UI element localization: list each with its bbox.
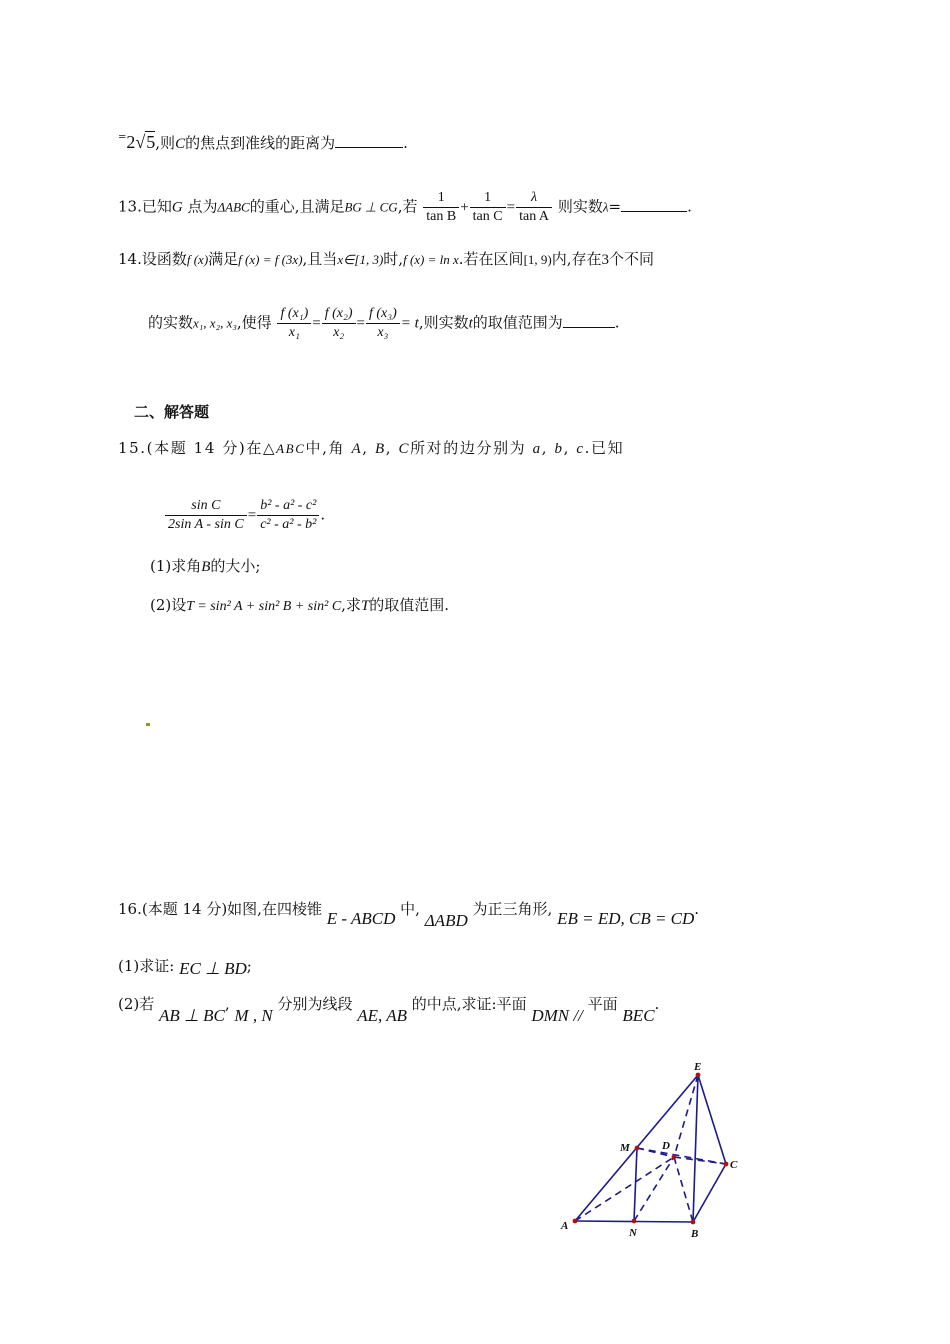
section-heading: 二、解答题: [134, 403, 210, 421]
point-E: [696, 1073, 701, 1078]
point-C: [724, 1162, 729, 1167]
fraction-lhs: $\frac{\text{sin C}}{\text{2sin A - sin C}}$: [165, 498, 247, 533]
point-N: [632, 1219, 637, 1224]
point-M: [635, 1146, 640, 1151]
fraction-rhs: $\frac{\text{b² - a² - c²}}{\text{c² - a² - b²}}$: [257, 498, 319, 533]
label-N: N: [629, 1227, 637, 1239]
edge-AD: [575, 1157, 674, 1221]
edge-BC: [693, 1164, 726, 1222]
edge-ED: [674, 1075, 698, 1157]
question-16-head: 16.(本题 14 分)如图,在四棱锥 E - ABCD 中, ΔABD 为正三角形, EB = ED, CB = CD.: [118, 900, 700, 930]
edge-MC: [637, 1148, 726, 1164]
top-line: =2√5,则C的焦点到准线的距离为 .: [118, 132, 408, 152]
stray-mark: [146, 723, 150, 726]
point-D: [672, 1155, 677, 1160]
edge-EB: [693, 1075, 698, 1222]
pyramid-figure: [550, 1055, 760, 1245]
question-14-line-1: 14.设函数f (x)满足f (x) = f (3x),且当x∈[1, 3)时,f (x) = ln x.若在区间[1, 9)内,存在3个不同: [118, 250, 655, 268]
question-15-part-2: (2)设T = sin² A + sin² B + sin² C,求T的取值范围.: [150, 596, 450, 614]
label-D: D: [662, 1140, 670, 1152]
fraction-fx3: $\frac{\text{f (x₃)}}{\text{x₃}}$: [366, 306, 400, 341]
question-14-line-2: 的实数x₁, x₂, x₃,使得 $\frac{\text{f (x₁)}}{\text{x₁}}$ = $\frac{\text{f (x₂)}}{\text{x₂}}$ = $\frac{\text{f (x₃)}}{\text{x₃}}$ = t,则实数t的取值范围为 .: [148, 306, 620, 340]
label-C: C: [730, 1159, 738, 1171]
question-15-formula: $\frac{\text{sin C}}{\text{2sin A - sin C}}$ = $\frac{\text{b² - a² - c²}}{\text{c² - a² - b²}}$ .: [164, 498, 325, 533]
edge-EC: [698, 1075, 726, 1164]
question-16-part-1: (1)求证: EC ⊥ BD;: [118, 957, 252, 978]
point-A: [573, 1219, 578, 1224]
fraction-lambda-tanA: $\frac{\lambda}{\text{tan A}}$: [516, 190, 552, 225]
edge-ND: [634, 1157, 674, 1221]
question-16-part-2: (2)若 AB ⊥ BC, M , N 分别为线段 AE, AB 的中点,求证:平面 DMN // 平面 BEC.: [118, 995, 660, 1025]
question-15-part-1: (1)求角B的大小;: [150, 557, 261, 575]
label-B: B: [691, 1228, 699, 1240]
question-13: 13.已知G 点为ΔABC的重心,且满足BG ⊥ CG,若 $\frac{1}{\text{tan B}}$ + $\frac{1}{\text{tan C}}$ = $\frac{\lambda}{\text{tan A}}$ 则实数λ= .: [118, 190, 692, 224]
fraction-fx2: $\frac{\text{f (x₂)}}{\text{x₂}}$: [322, 306, 356, 341]
edge-MN: [634, 1148, 637, 1221]
edge-DB: [674, 1157, 693, 1222]
fraction-fx1: $\frac{\text{f (x₁)}}{\text{x₁}}$: [277, 306, 311, 341]
label-A: A: [561, 1220, 569, 1232]
label-M: M: [620, 1142, 630, 1154]
edge-DC: [674, 1157, 726, 1164]
question-15-head: 15.(本题 14 分)在△ABC中,角 A, B, C所对的边分别为 a, b, c.已知: [118, 439, 625, 457]
fraction-1-tanC: $\frac{1}{\text{tan C}}$: [470, 190, 506, 225]
fraction-1-tanB: $\frac{1}{\text{tan B}}$: [423, 190, 459, 225]
point-B: [691, 1220, 696, 1225]
label-E: E: [694, 1061, 702, 1073]
